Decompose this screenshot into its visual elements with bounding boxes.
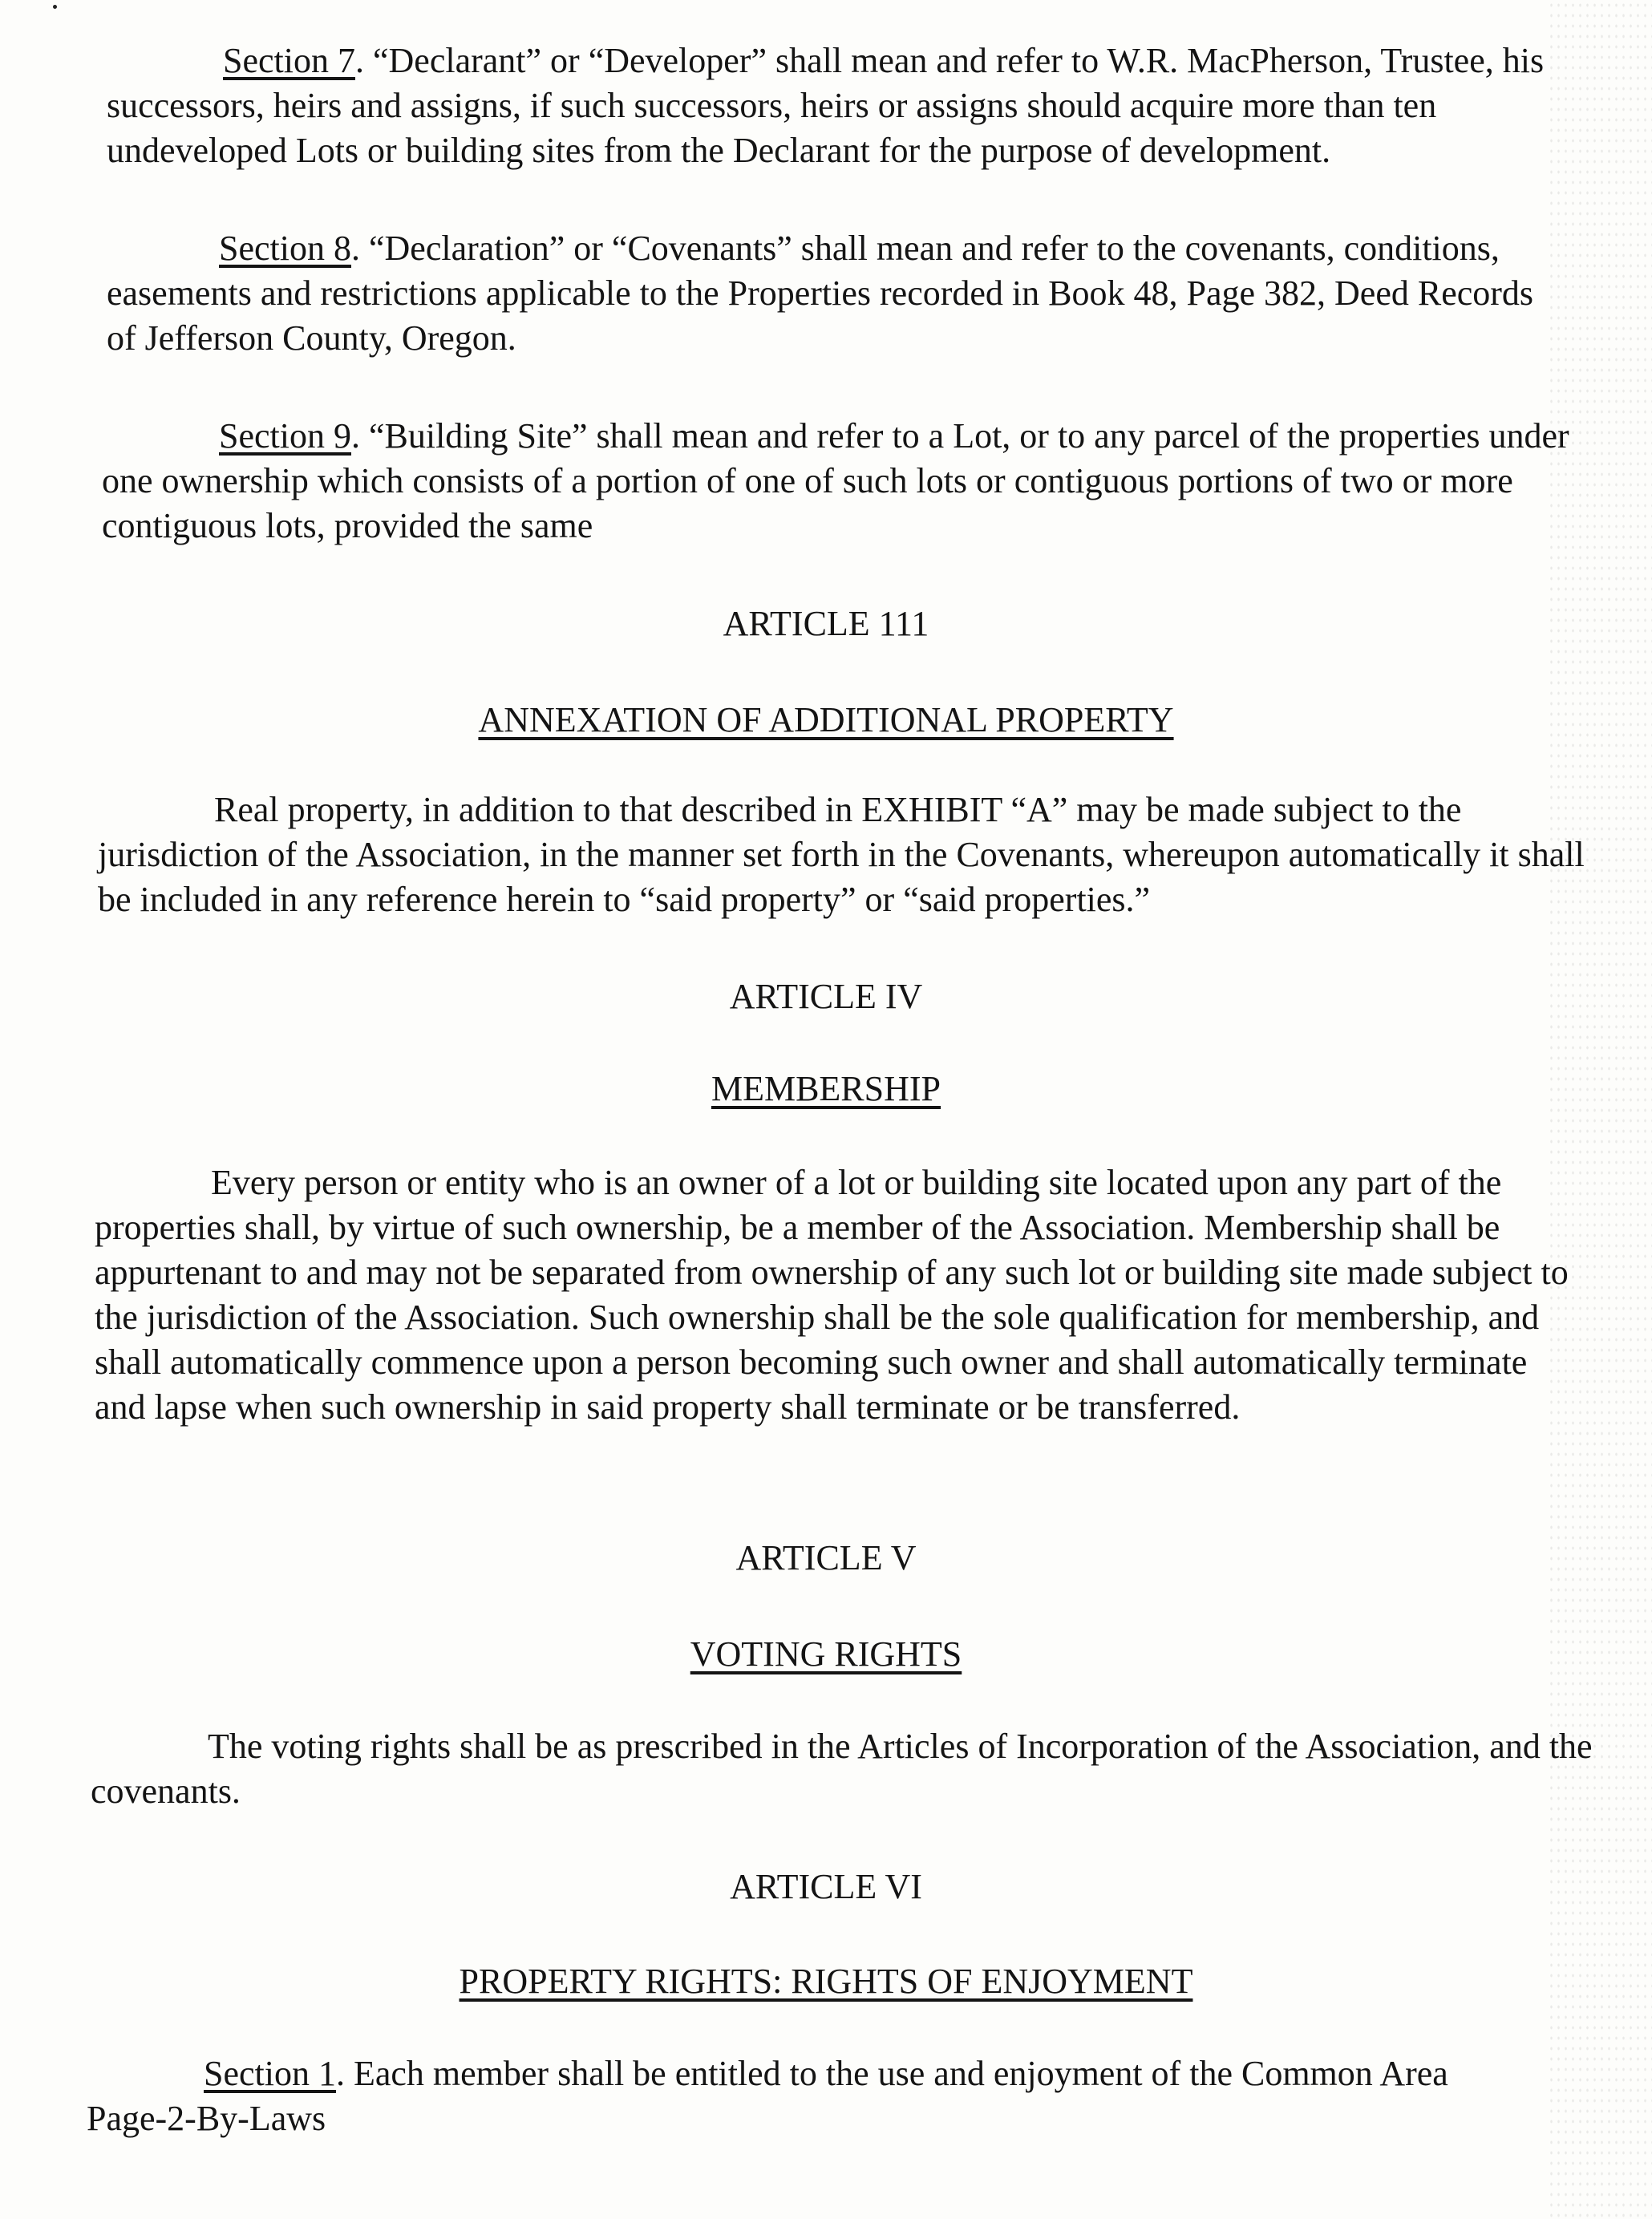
article-5-heading: VOTING RIGHTS	[690, 1634, 962, 1674]
article-3-title: ARTICLE 111	[723, 604, 929, 643]
section-8-label: Section 8	[219, 229, 351, 268]
article-3-paragraph	[98, 788, 1605, 922]
article-4-text: Every person or entity who is an owner of a lot or building site located upon any part of the properties shall, by virtue of such ownership, be a member of the Association. Membership shall be appurtenant to and may not be separated from ownership of any such lot or building site made subject to the jurisdiction of the Association. Such ownership shall be the sole qualification for membership, and shall automatically commence upon a person becoming such owner and shall automatically terminate and lapse when such ownership in said property shall terminate or be transferred.	[95, 1163, 1569, 1427]
article-4-heading: MEMBERSHIP	[711, 1069, 941, 1108]
article-4-title: ARTICLE IV	[729, 977, 923, 1016]
section-7-text: . “Declarant” or “Developer” shall mean and refer to W.R. MacPherson, Trustee, his successors, heirs and assigns, if such successors, heirs or assigns should acquire more than ten undeveloped Lots or building sites from the Declarant for the purpose of development.	[107, 41, 1545, 170]
section-7-label: Section 7	[223, 41, 355, 80]
scan-speck	[53, 5, 57, 9]
section-8-paragraph	[107, 226, 1542, 361]
article-5-title: ARTICLE V	[735, 1538, 917, 1577]
article-6-section-1-text: . Each member shall be entitled to the use and enjoyment of the Common Area	[335, 2054, 1448, 2093]
article-3-heading: ANNEXATION OF ADDITIONAL PROPERTY	[478, 700, 1174, 739]
section-9-label: Section 9	[219, 416, 351, 456]
article-6-title: ARTICLE VI	[730, 1867, 922, 1906]
section-8-text: . “Declaration” or “Covenants” shall mean and refer to the covenants, conditions, easements and restrictions applicable to the Properties recorded in Book 48, Page 382, Deed Records of Jefferson County, Oregon.	[107, 229, 1534, 358]
article-5-text: The voting rights shall be as prescribed in the Articles of Incorporation of the Association, and the covenants.	[91, 1727, 1593, 1811]
article-6-section-1-paragraph	[87, 2051, 1594, 2096]
article-5-paragraph	[91, 1724, 1598, 1814]
section-7-paragraph	[107, 38, 1598, 173]
section-9-paragraph	[102, 414, 1601, 549]
section-9-text: . “Building Site” shall mean and refer to a Lot, or to any parcel of the properties under one ownership which consists of a portion of one of such lots or contiguous portions of two or more contiguous lots, provided the same	[102, 416, 1569, 545]
article-6-heading: PROPERTY RIGHTS: RIGHTS OF ENJOYMENT	[459, 1962, 1193, 2001]
article-3-text: Real property, in addition to that described in EXHIBIT “A” may be made subject to the jurisdiction of the Association, in the manner set forth in the Covenants, whereupon automatically it shall be included in any reference herein to “said property” or “said properties.”	[98, 790, 1585, 919]
page-footer: Page-2-By-Laws	[87, 2099, 326, 2138]
article-4-paragraph	[95, 1160, 1586, 1430]
article-6-section-1-label: Section 1	[204, 2054, 336, 2093]
